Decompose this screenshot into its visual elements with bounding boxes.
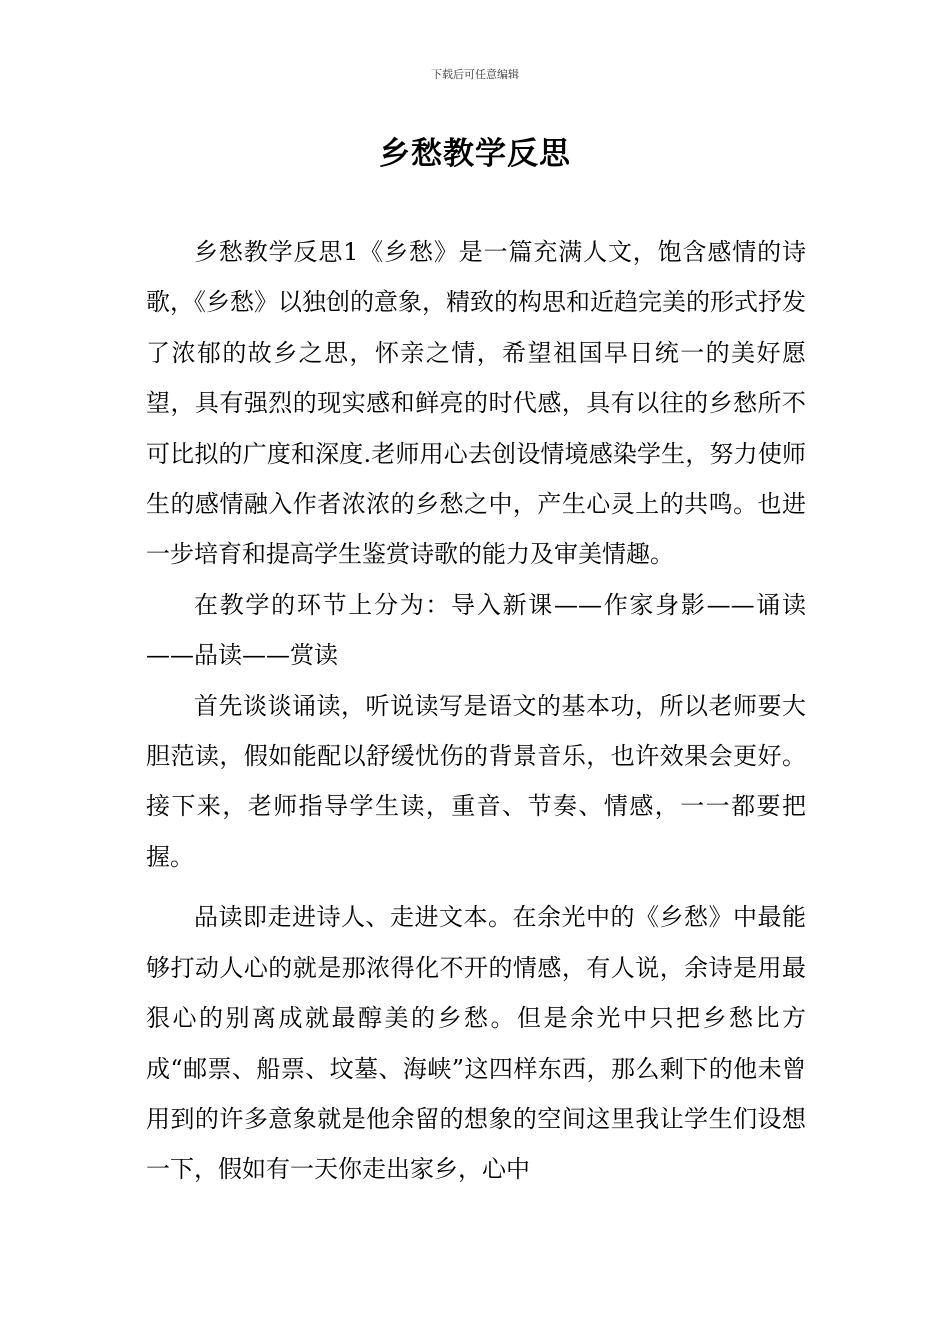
document-body [146, 227, 806, 1195]
paragraph-intro: 乡愁教学反思1《乡愁》是一篇充满人文，饱含感情的诗歌，《乡愁》以独创的意象，精致的构思和近趋完美的形式抒发了浓郁的故乡之思，怀亲之情，希望祖国早日统一的美好愿望，具有强烈的现实感和鲜亮的时代感，具有以往的乡愁所不可比拟的广度和深度.老师用心去创设情境感染学生，努力使师生的感情融入作者浓浓的乡愁之中，产生心灵上的共鸣。也进一步培育和提高学生鉴赏诗歌的能力及审美情趣。 [146, 238, 806, 569]
header-note: 下载后可任意编辑 [431, 68, 519, 81]
paragraph-teaching-steps: 在教学的环节上分为：导入新课——作家身影——诵读——品读——赏读 [146, 590, 806, 670]
paragraph-recitation: 首先谈谈诵读，听说读写是语文的基本功，所以老师要大胆范读，假如能配以舒缓忧伤的背景音乐，也许效果会更好。接下来，老师指导学生读，重音、节奏、情感，一一都要把握。 [146, 691, 806, 871]
page-title: 乡愁教学反思 [379, 136, 571, 172]
paragraph-close-reading: 品读即走进诗人、走进文本。在余光中的《乡愁》中最能够打动人心的就是那浓得化不开的情感，有人说，余诗是用最狠心的别离成就最醇美的乡愁。但是余光中只把乡愁比方成“邮票、船票、坟墓、海峡”这四样东西，那么剩下的他未曾用到的许多意象就是他余留的想象的空间这里我让学生们设想一下，假如有一天你走出家乡，心中 [146, 903, 806, 1184]
